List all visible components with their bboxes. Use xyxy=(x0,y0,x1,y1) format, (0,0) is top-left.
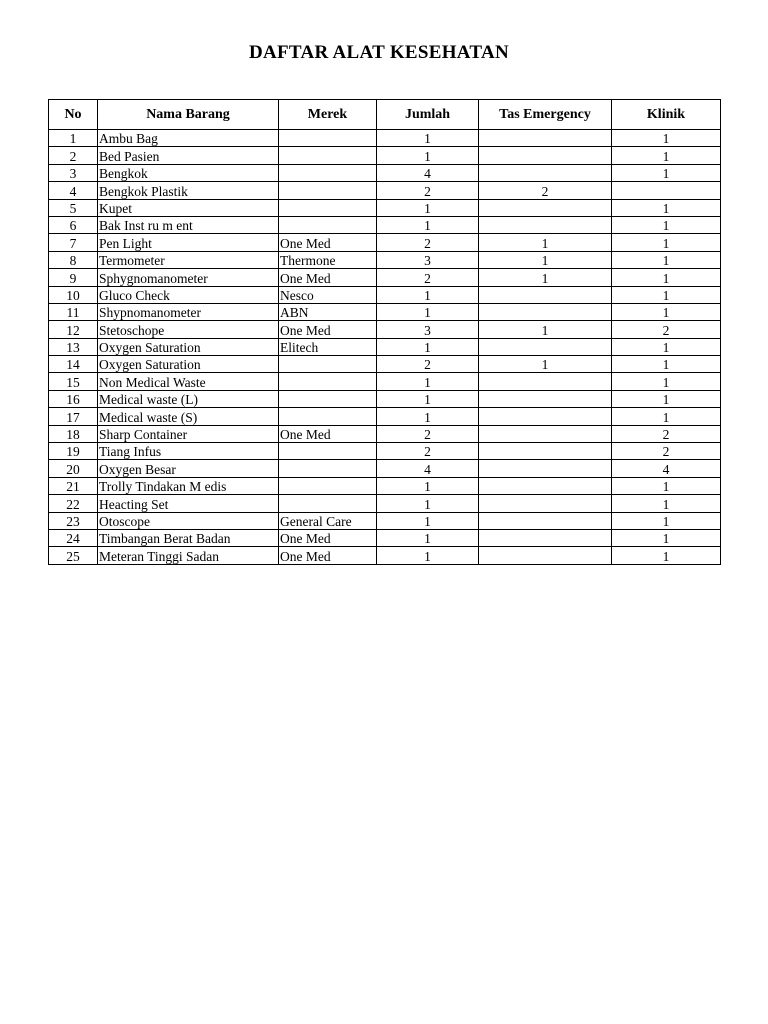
cell-klinik: 1 xyxy=(612,147,721,164)
header-klinik: Klinik xyxy=(612,100,721,130)
table-row xyxy=(49,182,721,199)
cell-klinik: 1 xyxy=(612,408,721,425)
cell-nama-barang: Sphygnomanometer xyxy=(98,269,279,286)
cell-merek xyxy=(279,408,377,425)
cell-merek: Thermone xyxy=(279,251,377,268)
cell-klinik: 1 xyxy=(612,130,721,147)
cell-no: 24 xyxy=(49,529,98,546)
cell-no: 3 xyxy=(49,164,98,181)
cell-no: 20 xyxy=(49,460,98,477)
cell-no: 2 xyxy=(49,147,98,164)
cell-jumlah: 1 xyxy=(377,477,479,494)
cell-nama-barang: Kupet xyxy=(98,199,279,216)
cell-no: 17 xyxy=(49,408,98,425)
cell-no: 4 xyxy=(49,182,98,199)
cell-no: 11 xyxy=(49,303,98,320)
cell-merek: One Med xyxy=(279,321,377,338)
cell-klinik xyxy=(612,182,721,199)
cell-klinik: 1 xyxy=(612,251,721,268)
cell-jumlah: 1 xyxy=(377,216,479,233)
cell-klinik: 1 xyxy=(612,529,721,546)
cell-klinik: 1 xyxy=(612,477,721,494)
cell-tas-emergency xyxy=(479,147,612,164)
table-row xyxy=(49,373,721,390)
cell-jumlah: 1 xyxy=(377,303,479,320)
cell-jumlah: 1 xyxy=(377,547,479,564)
cell-tas-emergency: 1 xyxy=(479,269,612,286)
cell-nama-barang: Sharp Container xyxy=(98,425,279,442)
cell-tas-emergency xyxy=(479,390,612,407)
cell-klinik: 1 xyxy=(612,547,721,564)
cell-klinik: 1 xyxy=(612,390,721,407)
cell-klinik: 1 xyxy=(612,286,721,303)
cell-klinik: 2 xyxy=(612,321,721,338)
cell-jumlah: 1 xyxy=(377,529,479,546)
table-row xyxy=(49,425,721,442)
cell-no: 19 xyxy=(49,443,98,460)
cell-tas-emergency xyxy=(479,373,612,390)
table-row xyxy=(49,321,721,338)
cell-jumlah: 1 xyxy=(377,147,479,164)
cell-nama-barang: Oxygen Saturation xyxy=(98,338,279,355)
cell-tas-emergency: 1 xyxy=(479,251,612,268)
cell-nama-barang: Oxygen Saturation xyxy=(98,356,279,373)
cell-klinik: 1 xyxy=(612,356,721,373)
cell-tas-emergency xyxy=(479,199,612,216)
cell-tas-emergency xyxy=(479,460,612,477)
cell-merek: General Care xyxy=(279,512,377,529)
cell-no: 14 xyxy=(49,356,98,373)
cell-nama-barang: Non Medical Waste xyxy=(98,373,279,390)
cell-merek xyxy=(279,182,377,199)
cell-no: 5 xyxy=(49,199,98,216)
cell-jumlah: 2 xyxy=(377,182,479,199)
cell-merek: One Med xyxy=(279,269,377,286)
cell-nama-barang: Stetoschope xyxy=(98,321,279,338)
cell-jumlah: 1 xyxy=(377,199,479,216)
table-row xyxy=(49,234,721,251)
cell-klinik: 1 xyxy=(612,495,721,512)
table-row xyxy=(49,495,721,512)
cell-jumlah: 2 xyxy=(377,356,479,373)
cell-nama-barang: Termometer xyxy=(98,251,279,268)
table-row xyxy=(49,251,721,268)
cell-merek: Nesco xyxy=(279,286,377,303)
cell-nama-barang: Trolly Tindakan M edis xyxy=(98,477,279,494)
table-row xyxy=(49,390,721,407)
cell-tas-emergency xyxy=(479,547,612,564)
cell-no: 21 xyxy=(49,477,98,494)
table-row xyxy=(49,443,721,460)
cell-merek xyxy=(279,164,377,181)
cell-nama-barang: Gluco Check xyxy=(98,286,279,303)
table-row xyxy=(49,338,721,355)
table-row xyxy=(49,460,721,477)
header-merek: Merek xyxy=(279,100,377,130)
cell-no: 12 xyxy=(49,321,98,338)
cell-klinik: 1 xyxy=(612,164,721,181)
cell-nama-barang: Medical waste (S) xyxy=(98,408,279,425)
equipment-table xyxy=(48,99,721,565)
cell-jumlah: 1 xyxy=(377,373,479,390)
cell-no: 25 xyxy=(49,547,98,564)
page-title: DAFTAR ALAT KESEHATAN xyxy=(248,42,510,63)
cell-tas-emergency xyxy=(479,216,612,233)
cell-jumlah: 1 xyxy=(377,130,479,147)
cell-nama-barang: Otoscope xyxy=(98,512,279,529)
cell-merek xyxy=(279,460,377,477)
cell-merek: One Med xyxy=(279,234,377,251)
table-row xyxy=(49,512,721,529)
cell-no: 13 xyxy=(49,338,98,355)
cell-merek: ABN xyxy=(279,303,377,320)
cell-klinik: 1 xyxy=(612,234,721,251)
table-row xyxy=(49,164,721,181)
table-row xyxy=(49,356,721,373)
header-nama-barang: Nama Barang xyxy=(98,100,279,130)
cell-jumlah: 1 xyxy=(377,390,479,407)
cell-no: 1 xyxy=(49,130,98,147)
cell-tas-emergency xyxy=(479,408,612,425)
cell-no: 10 xyxy=(49,286,98,303)
cell-nama-barang: Pen Light xyxy=(98,234,279,251)
cell-tas-emergency: 1 xyxy=(479,356,612,373)
cell-no: 9 xyxy=(49,269,98,286)
cell-no: 7 xyxy=(49,234,98,251)
cell-jumlah: 2 xyxy=(377,425,479,442)
cell-klinik: 1 xyxy=(612,512,721,529)
cell-merek xyxy=(279,443,377,460)
cell-jumlah: 1 xyxy=(377,408,479,425)
cell-klinik: 4 xyxy=(612,460,721,477)
table-row xyxy=(49,477,721,494)
cell-merek: One Med xyxy=(279,425,377,442)
table-row xyxy=(49,286,721,303)
cell-nama-barang: Bed Pasien xyxy=(98,147,279,164)
cell-tas-emergency xyxy=(479,338,612,355)
table-body xyxy=(49,130,721,565)
table-row xyxy=(49,147,721,164)
table-row xyxy=(49,269,721,286)
cell-jumlah: 1 xyxy=(377,512,479,529)
cell-klinik: 1 xyxy=(612,199,721,216)
table-row xyxy=(49,408,721,425)
cell-merek xyxy=(279,216,377,233)
cell-klinik: 2 xyxy=(612,443,721,460)
cell-tas-emergency xyxy=(479,425,612,442)
cell-tas-emergency xyxy=(479,477,612,494)
cell-merek xyxy=(279,130,377,147)
cell-no: 8 xyxy=(49,251,98,268)
header-jumlah: Jumlah xyxy=(377,100,479,130)
cell-no: 6 xyxy=(49,216,98,233)
cell-tas-emergency xyxy=(479,529,612,546)
cell-tas-emergency xyxy=(479,443,612,460)
cell-nama-barang: Bak Inst ru m ent xyxy=(98,216,279,233)
cell-klinik: 1 xyxy=(612,269,721,286)
cell-tas-emergency xyxy=(479,130,612,147)
table-row xyxy=(49,130,721,147)
cell-jumlah: 3 xyxy=(377,321,479,338)
cell-merek xyxy=(279,495,377,512)
cell-merek xyxy=(279,147,377,164)
cell-merek: Elitech xyxy=(279,338,377,355)
cell-tas-emergency xyxy=(479,303,612,320)
cell-nama-barang: Tiang Infus xyxy=(98,443,279,460)
cell-jumlah: 1 xyxy=(377,286,479,303)
cell-nama-barang: Medical waste (L) xyxy=(98,390,279,407)
cell-tas-emergency xyxy=(479,286,612,303)
cell-jumlah: 1 xyxy=(377,495,479,512)
header-tas-emergency: Tas Emergency xyxy=(479,100,612,130)
cell-klinik: 1 xyxy=(612,373,721,390)
cell-klinik: 1 xyxy=(612,216,721,233)
cell-jumlah: 3 xyxy=(377,251,479,268)
cell-klinik: 1 xyxy=(612,303,721,320)
cell-tas-emergency: 1 xyxy=(479,234,612,251)
cell-merek: One Med xyxy=(279,547,377,564)
cell-jumlah: 2 xyxy=(377,234,479,251)
cell-jumlah: 4 xyxy=(377,164,479,181)
cell-klinik: 2 xyxy=(612,425,721,442)
table-row xyxy=(49,529,721,546)
cell-jumlah: 1 xyxy=(377,338,479,355)
cell-tas-emergency: 2 xyxy=(479,182,612,199)
cell-no: 16 xyxy=(49,390,98,407)
cell-tas-emergency xyxy=(479,495,612,512)
cell-merek: One Med xyxy=(279,529,377,546)
table-row xyxy=(49,199,721,216)
cell-no: 15 xyxy=(49,373,98,390)
cell-no: 22 xyxy=(49,495,98,512)
cell-nama-barang: Oxygen Besar xyxy=(98,460,279,477)
cell-jumlah: 2 xyxy=(377,443,479,460)
cell-no: 18 xyxy=(49,425,98,442)
cell-merek xyxy=(279,373,377,390)
cell-nama-barang: Timbangan Berat Badan xyxy=(98,529,279,546)
cell-tas-emergency xyxy=(479,512,612,529)
cell-merek xyxy=(279,477,377,494)
cell-nama-barang: Bengkok Plastik xyxy=(98,182,279,199)
cell-nama-barang: Meteran Tinggi Sadan xyxy=(98,547,279,564)
table-row xyxy=(49,216,721,233)
cell-merek xyxy=(279,199,377,216)
table-header-row xyxy=(49,100,721,130)
cell-tas-emergency: 1 xyxy=(479,321,612,338)
cell-jumlah: 4 xyxy=(377,460,479,477)
cell-klinik: 1 xyxy=(612,338,721,355)
cell-nama-barang: Shypnomanometer xyxy=(98,303,279,320)
cell-nama-barang: Ambu Bag xyxy=(98,130,279,147)
table-row xyxy=(49,303,721,320)
cell-merek xyxy=(279,356,377,373)
cell-tas-emergency xyxy=(479,164,612,181)
cell-no: 23 xyxy=(49,512,98,529)
table-row xyxy=(49,547,721,564)
header-no: No xyxy=(49,100,98,130)
cell-merek xyxy=(279,390,377,407)
cell-nama-barang: Heacting Set xyxy=(98,495,279,512)
cell-jumlah: 2 xyxy=(377,269,479,286)
cell-nama-barang: Bengkok xyxy=(98,164,279,181)
